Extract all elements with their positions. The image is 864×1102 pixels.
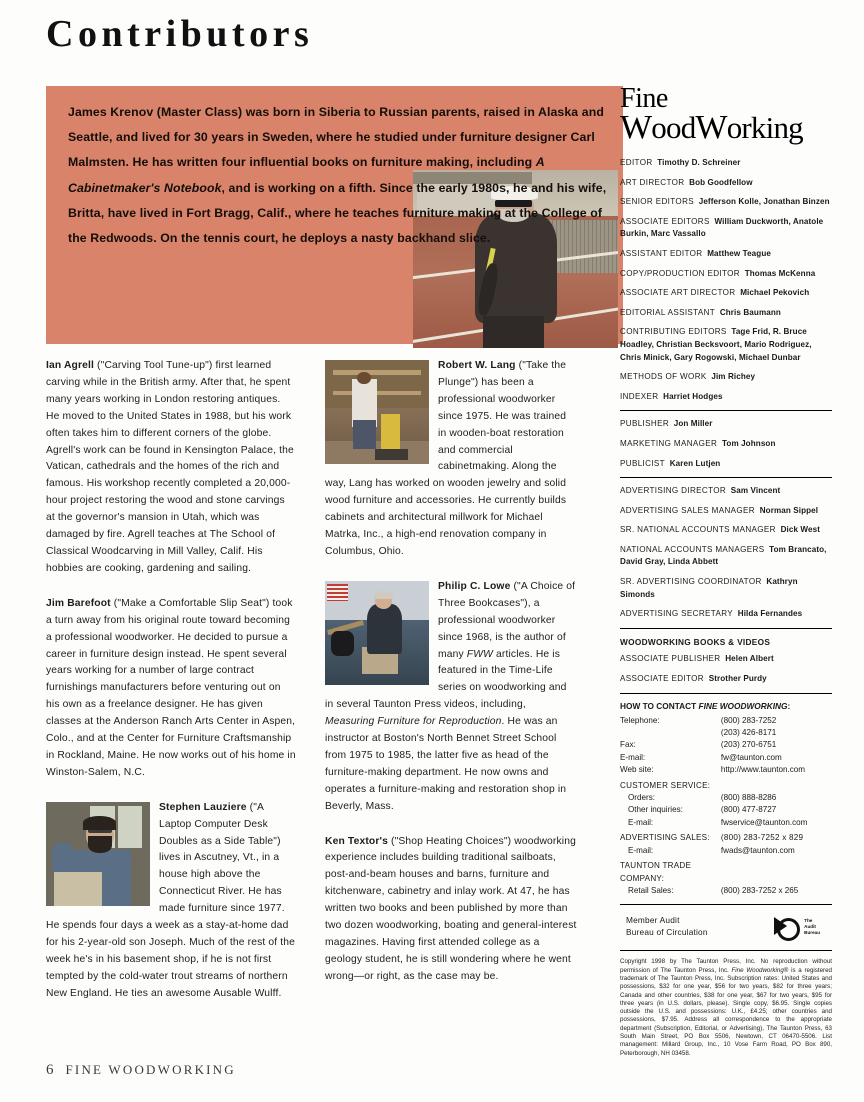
contact-value: (800) 477-8727 <box>720 805 777 815</box>
audit-mark-caption: The Audit Bureau <box>804 917 820 935</box>
bio-ian-agrell: Ian Agrell ("Carving Tool Tune-up") first learned carving while in the British army. After that, he spent many years working in London restoring antiques. He moved to the United States in 1988, but his work often takes him to different corners of the globe. Agrell's work can be found in Kensington Palace, the Vatican, cathedrals and the homes of the rich and famous. His workshop recently completed a 20,000-hour project restoring the wood and stone carvings at the governor's mansion in Utah, which was damaged by fire. Agrell teaches at The School of Classical Woodcarving in Mill Valley, Calif. His hobbies are cooking, gardening and sailing. <box>46 360 294 574</box>
masthead-column <box>620 83 832 1058</box>
divider <box>620 950 832 951</box>
contact-label: Other inquiries: <box>628 805 683 815</box>
contact-label <box>620 727 721 739</box>
contact-row <box>620 777 832 792</box>
staff-entry <box>620 608 832 621</box>
contact-heading: HOW TO CONTACT FINE WOODWORKING: <box>620 700 791 711</box>
staff-entry <box>620 673 832 686</box>
contact-row <box>620 764 832 776</box>
audit-bureau-block <box>620 912 832 943</box>
staff-role: ADVERTISING DIRECTOR <box>620 486 727 496</box>
staff-entry <box>620 505 832 518</box>
bio-philip-lowe <box>325 579 577 816</box>
staff-names: Karen Lutjen <box>669 458 721 468</box>
staff-entry <box>620 307 832 320</box>
page-number: 6 <box>46 1062 54 1078</box>
staff-names: Matthew Teague <box>707 248 771 258</box>
staff-names: Harriet Hodges <box>663 391 723 401</box>
contact-label: E-mail: <box>620 752 646 762</box>
contact-label: Fax: <box>620 740 636 750</box>
staff-entry <box>620 157 832 170</box>
staff-names: Sam Vincent <box>730 486 781 496</box>
divider <box>620 410 832 411</box>
philip-lowe-photo <box>325 581 429 685</box>
staff-names: Thomas McKenna <box>744 268 816 278</box>
staff-entry <box>620 544 832 569</box>
bio-text: Robert W. Lang ("Take the Plunge") has been a professional woodworker since 1975. He was trained in wooden-boat restoration and commercial cabinetmaking. Along the way, Lang has worked on wooden jewelry and solid wood furniture and accessories. He currently builds cabinets and architectural millwork for Michael Matrka, Inc., a high-end renovation company in Columbus, Ohio. <box>325 360 567 557</box>
contact-label: Web site: <box>620 765 654 775</box>
staff-role: EDITOR <box>620 158 653 168</box>
contact-label: Telephone: <box>620 715 660 725</box>
staff-entry <box>620 391 832 404</box>
staff-entry <box>620 653 832 666</box>
staff-entry <box>620 576 832 601</box>
staff-entry <box>620 524 832 537</box>
staff-group-editorial <box>620 157 832 403</box>
contact-row <box>620 715 832 727</box>
staff-group-advertising <box>620 485 832 621</box>
staff-names: Tom Brancato, David Gray, Linda Abbett <box>620 544 827 567</box>
audit-bureau-logo <box>774 916 820 938</box>
divider <box>620 693 832 694</box>
bio-robert-lang <box>325 358 577 561</box>
staff-entry <box>620 248 832 261</box>
staff-entry <box>620 418 832 431</box>
contact-value: (800) 283-7252 x 829 <box>720 833 804 843</box>
publication-name: FINE WOODWORKING <box>65 1062 236 1077</box>
contact-value: fw@taunton.com <box>720 752 782 762</box>
contact-value: (800) 283-7252 <box>720 715 777 725</box>
divider <box>620 477 832 478</box>
audit-mark-icon <box>774 916 800 938</box>
bio-text: Stephen Lauziere ("A Laptop Computer Desk Doubles as a Side Table") lives in Ascutney, Vt., in a house high above the Connecticut River. He has made furniture since 1977. He spends four days a week as a stay-at-home dad for his 2-year-old son Joseph. Much of the rest of the week he's in his basement shop, if he is not first tempted by the cold-water trout streams of northern New England. He ties an awesome Ausable Wulff. <box>46 801 296 999</box>
contact-value: (800) 888-8286 <box>720 793 777 803</box>
feature-text: James Krenov (Master Class) was born in Siberia to Russian parents, raised in Alaska and Seattle, and lived for 30 years in Sweden, where he studied under furniture designer Carl Malmsten. He has written four influential books on furniture making, including A Cabinetmaker's Notebook, and is working on a fifth. Since the early 1980s, he and his wife, Britta, have lived in Fort Bragg, Calif., where he teaches furniture making at the College of the Redwoods. On the tennis court, he deploys a nasty backhand slice. <box>68 105 607 246</box>
stephen-lauziere-photo <box>46 802 150 906</box>
contact-value: fwservice@taunton.com <box>720 817 808 827</box>
staff-entry <box>620 216 832 241</box>
staff-group-publishing <box>620 418 832 470</box>
staff-role: COPY/PRODUCTION EDITOR <box>620 268 740 278</box>
staff-names: Hilda Fernandes <box>737 609 803 619</box>
divider <box>620 904 832 905</box>
feature-block <box>46 86 623 344</box>
folio <box>46 1062 236 1079</box>
staff-names: Jon Miller <box>673 419 713 429</box>
contact-label: Retail Sales: <box>628 885 674 895</box>
books-videos-heading: WOODWORKING BOOKS & VIDEOS <box>620 636 771 647</box>
staff-role: ASSOCIATE PUBLISHER <box>620 654 721 664</box>
copyright-notice: Copyright 1998 by The Taunton Press, Inc. No reproduction without permission of The Taunton Press, Inc. Fine Woodworking® is a registered trademark of The Taunton Press, Inc. Subscription rates: United States and possessions, $32 for one year, $56 for two years, $82 for three years; Canada and other countries, $38 for one year, $67 for two years, $95 for three years (in U.S. dollars, please). Single copy, $6.95. Single copies outside the U.S. and possessions: U.K., £4.25; other countries and possessions, $7.95. Address all correspondence to the appropriate department (Subscription, Editorial, or Advertising), The Taunton Press, 63 South Main Street, PO Box 5506, Newtown, CT 06470-5506. List management: Millard Group, Inc., 10 Vose Farm Road, PO Box 890, Peterborough, NH 03458. <box>620 958 832 1057</box>
staff-entry <box>620 458 832 471</box>
bio-column-left <box>46 358 296 1003</box>
staff-role: METHODS OF WORK <box>620 372 707 382</box>
staff-role: EDITORIAL ASSISTANT <box>620 307 716 317</box>
staff-names: Dick West <box>780 525 820 535</box>
bio-stephen-lauziere <box>46 800 296 1003</box>
staff-role: SENIOR EDITORS <box>620 197 695 207</box>
bio-text: Philip C. Lowe ("A Choice of Three Bookcases"), a professional woodworker since 1968, is the author of many FWW articles. He is featured in the Time-Life series on woodworking and in several Taunton Press videos, including, Measuring Furniture for Reproduction. He was an instructor at Boston's North Bennet Street School from 1975 to 1985, the latter five as head of the furniture-making department. He now owns and operates a furniture-making and restoration shop in Beverly, Mass. <box>325 580 576 812</box>
staff-role: ADVERTISING SALES MANAGER <box>620 505 755 515</box>
staff-entry <box>620 287 832 300</box>
contact-label: E-mail: <box>628 817 654 827</box>
staff-names: Michael Pekovich <box>740 288 810 298</box>
contact-row <box>620 885 832 897</box>
staff-role: SR. ADVERTISING COORDINATOR <box>620 577 762 587</box>
contact-value: (800) 283-7252 x 265 <box>720 885 799 895</box>
contact-row <box>620 792 832 804</box>
staff-role: ASSOCIATE ART DIRECTOR <box>620 288 736 298</box>
bio-jim-barefoot: Jim Barefoot ("Make a Comfortable Slip Seat") took a turn away from his original route toward becoming a professional woodworker. He decided to pursue a career in furniture design instead. He spent several years working for a number of large contract furnishings manufacturers before venturing out on his own as a freelance designer. He has given classes at the Anderson Ranch Arts Center in Aspen, Colo., and at the Center for Furniture Craftsmanship in Rockland, Maine. He now works out of his home in Winston-Salem, N.C. <box>46 597 296 778</box>
staff-entry <box>620 177 832 190</box>
contact-row <box>620 857 832 885</box>
divider <box>620 628 832 629</box>
contact-label: E-mail: <box>628 845 654 855</box>
contact-row <box>620 739 832 751</box>
contact-label: Orders: <box>628 793 655 803</box>
staff-names: Tom Johnson <box>721 438 776 448</box>
staff-role: ADVERTISING SECRETARY <box>620 609 734 619</box>
staff-listing <box>620 157 832 694</box>
contact-value: fwads@taunton.com <box>720 845 795 855</box>
staff-names: Jim Richey <box>711 372 756 382</box>
staff-names: Jefferson Kolle, Jonathan Binzen <box>698 197 830 207</box>
contact-value: (203) 426-8171 <box>720 728 777 738</box>
staff-role: NATIONAL ACCOUNTS MANAGERS <box>620 544 765 554</box>
staff-role: MARKETING MANAGER <box>620 438 718 448</box>
contact-row <box>620 845 832 857</box>
logo-line-woodworking: WoodWorking <box>620 108 803 146</box>
staff-role: ASSISTANT EDITOR <box>620 248 703 258</box>
staff-role: INDEXER <box>620 391 659 401</box>
logo-line-fine: Fine <box>620 83 668 114</box>
contact-row <box>620 752 832 764</box>
staff-entry <box>620 196 832 209</box>
staff-names: Timothy D. Schreiner <box>657 158 741 168</box>
staff-role: PUBLISHER <box>620 419 670 429</box>
staff-names: Kathryn Simonds <box>620 577 798 599</box>
staff-role: SR. NATIONAL ACCOUNTS MANAGER <box>620 525 776 535</box>
staff-entry <box>620 438 832 451</box>
staff-entry <box>620 485 832 498</box>
bio-ken-textor: Ken Textor's ("Shop Heating Choices") woodworking experience includes building traditional sailboats, post-and-beam houses and barns, furniture and kitchenware, cabinetry and inlay work. At 47, he has written two books and been published by more than two dozen woodworking, boating and general-interest magazines. Having first attended college as a geology student, he is still wondering where he went wrong—or right, as the case may be. <box>325 835 577 982</box>
staff-names: Norman Sippel <box>759 505 819 515</box>
staff-role: ASSOCIATE EDITOR <box>620 674 705 684</box>
contact-label: CUSTOMER SERVICE: <box>620 780 711 790</box>
staff-names: Chris Baumann <box>719 307 781 317</box>
contact-table <box>620 715 832 898</box>
staff-names: William Duckworth, Anatole Burkin, Marc Vassallo <box>620 216 824 239</box>
contact-value <box>721 777 832 792</box>
fine-woodworking-logo <box>620 83 832 146</box>
contact-label: TAUNTON TRADE COMPANY: <box>620 861 692 883</box>
staff-entry <box>620 371 832 384</box>
staff-entry <box>620 326 832 364</box>
staff-names: Tage Frid, R. Bruce Hoadley, Christian Becksvoort, Mario Rodriguez, Chris Minick, Gary Rogowski, Michael Dunbar <box>620 327 812 362</box>
staff-role: CONTRIBUTING EDITORS <box>620 327 727 337</box>
contact-row <box>620 829 832 844</box>
staff-names: Helen Albert <box>725 654 774 664</box>
staff-role: PUBLICIST <box>620 458 665 468</box>
contact-row <box>620 727 832 739</box>
staff-group-books <box>620 653 832 685</box>
staff-names: Bob Goodfellow <box>689 177 753 187</box>
audit-text: Member Audit Bureau of Circulation <box>626 915 708 937</box>
contact-row <box>620 804 832 816</box>
contact-value <box>721 857 832 885</box>
staff-names: Strother Purdy <box>708 674 767 684</box>
contact-row <box>620 817 832 829</box>
contact-label: ADVERTISING SALES: <box>620 833 710 843</box>
staff-role: ASSOCIATE EDITORS <box>620 216 710 226</box>
robert-lang-photo <box>325 360 429 464</box>
contact-value: (203) 270-6751 <box>720 740 777 750</box>
page-title: Contributors <box>46 13 314 55</box>
contact-value: http://www.taunton.com <box>720 765 806 775</box>
staff-entry <box>620 268 832 281</box>
bio-column-middle <box>325 358 577 986</box>
staff-role: ART DIRECTOR <box>620 177 685 187</box>
